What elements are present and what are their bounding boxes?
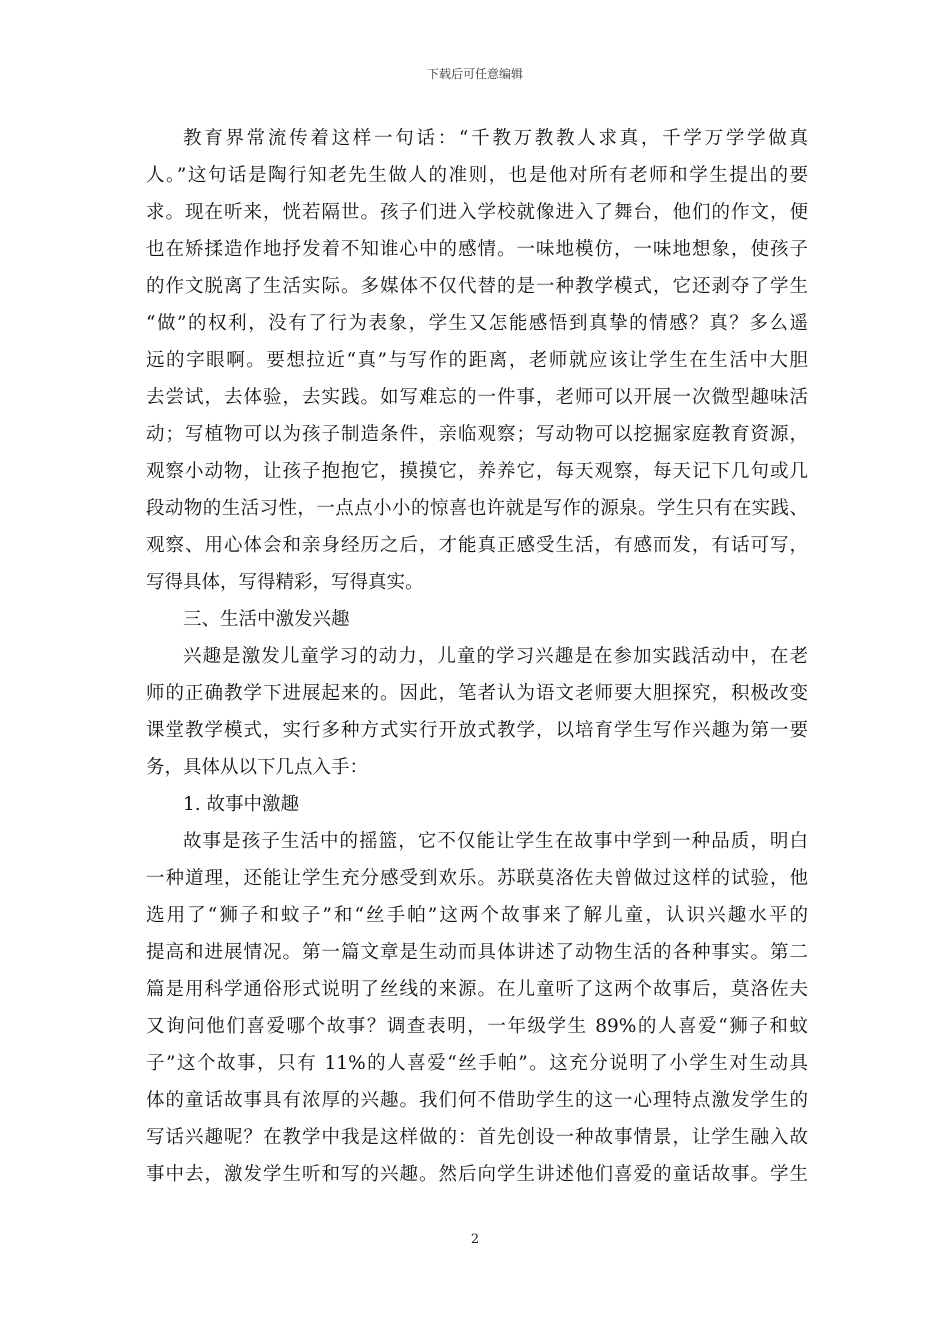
- text-line: 一种道理，还能让学生充分感受到欢乐。苏联莫洛佐夫曾做过这样的试验，他: [146, 868, 808, 889]
- page-header: 下载后可任意编辑: [426, 67, 523, 81]
- text-line: 子”这个故事，只有 11%的人喜爱“丝手帕”。这充分说明了小学生对生动具: [146, 1053, 808, 1074]
- text-line: 动；写植物可以为孩子制造条件，亲临观察；写动物可以挖掘家庭教育资源，: [146, 424, 808, 445]
- text-line: 远的字眼啊。要想拉近“真”与写作的距离，老师就应该让学生在生活中大胆: [146, 350, 808, 371]
- text-line: 选用了“狮子和蚊子”和“丝手帕”这两个故事来了解儿童，认识兴趣水平的: [146, 905, 808, 926]
- text-line: 教育界常流传着这样一句话：“千教万教教人求真，千学万学学做真: [183, 128, 808, 149]
- text-line: 观察、用心体会和亲身经历之后，才能真正感受生活，有感而发，有话可写，: [146, 535, 808, 556]
- text-line: 务，具体从以下几点入手：: [146, 757, 369, 778]
- text-line: 观察小动物，让孩子抱抱它，摸摸它，养养它，每天观察，每天记下几句或几: [146, 461, 808, 482]
- text-line: 体的童话故事具有浓厚的兴趣。我们何不借助学生的这一心理特点激发学生的: [146, 1090, 808, 1111]
- text-line: 写得具体，写得精彩，写得真实。: [146, 572, 424, 593]
- page-number: 2: [470, 1232, 480, 1247]
- text-line: 又询问他们喜爱哪个故事？调查表明，一年级学生 89%的人喜爱“狮子和蚊: [146, 1016, 808, 1037]
- text-line: 提高和进展情况。第一篇文章是生动而具体讲述了动物生活的各种事实。第二: [146, 942, 808, 963]
- text-line: 事中去，激发学生听和写的兴趣。然后向学生讲述他们喜爱的童话故事。学生: [146, 1164, 808, 1185]
- text-line: 兴趣是激发儿童学习的动力，儿童的学习兴趣是在参加实践活动中，在老: [183, 646, 808, 667]
- text-line: 的作文脱离了生活实际。多媒体不仅代替的是一种教学模式，它还剥夺了学生: [146, 276, 808, 297]
- text-line: 段动物的生活习性，一点点小小的惊喜也许就是写作的源泉。学生只有在实践、: [146, 498, 808, 519]
- document-body: [146, 120, 808, 1193]
- text-line: 求。现在听来，恍若隔世。孩子们进入学校就像进入了舞台，他们的作文，便: [146, 202, 808, 223]
- text-line: 师的正确教学下进展起来的。因此，笔者认为语文老师要大胆探究，积极改变: [146, 683, 808, 704]
- text-line: 课堂教学模式，实行多种方式实行开放式教学，以培育学生写作兴趣为第一要: [146, 720, 808, 741]
- text-line: “做”的权利，没有了行为表象，学生又怎能感悟到真挚的情感？真？多么遥: [146, 313, 808, 334]
- text-line: 1. 故事中激趣: [183, 794, 300, 815]
- text-line: 去尝试，去体验，去实践。如写难忘的一件事，老师可以开展一次微型趣味活: [146, 387, 808, 408]
- text-line: 篇是用科学通俗形式说明了丝线的来源。在儿童听了这两个故事后，莫洛佐夫: [146, 979, 808, 1000]
- text-line: 写话兴趣呢？在教学中我是这样做的：首先创设一种故事情景，让学生融入故: [146, 1127, 808, 1148]
- text-line: 也在矫揉造作地抒发着不知谁心中的感情。一味地模仿，一味地想象，使孩子: [146, 239, 808, 260]
- text-line: 故事是孩子生活中的摇篮，它不仅能让学生在故事中学到一种品质，明白: [183, 831, 808, 852]
- text-line: 人。”这句话是陶行知老先生做人的准则，也是他对所有老师和学生提出的要: [146, 165, 808, 186]
- text-line: 三、生活中激发兴趣: [183, 609, 350, 630]
